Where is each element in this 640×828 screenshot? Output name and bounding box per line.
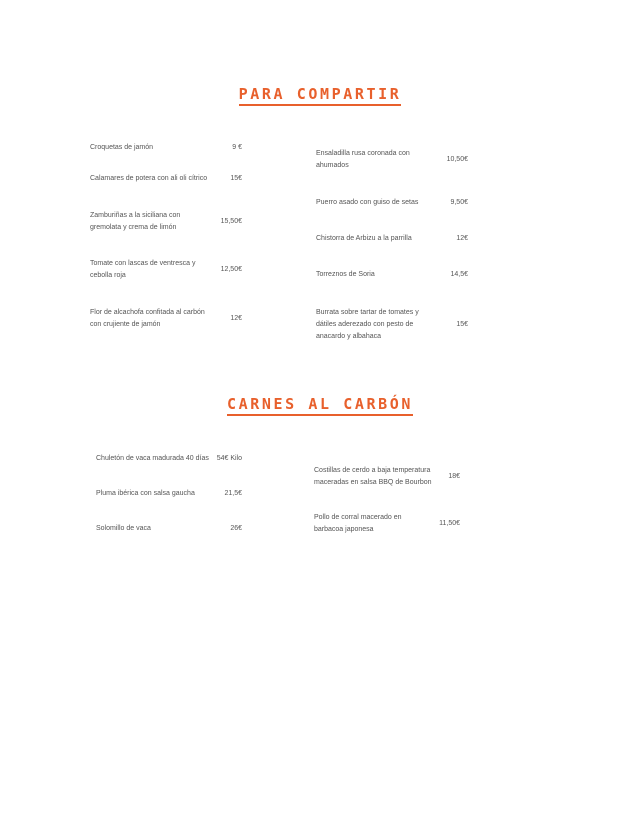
section-title-text: PARA COMPARTIR (239, 85, 402, 106)
item-name: Pluma ibérica con salsa gaucha (96, 490, 195, 497)
item-name: Puerro asado con guiso de setas (316, 199, 419, 206)
item-price: 9,50€ (450, 199, 468, 206)
item-price: 12,50€ (220, 266, 242, 273)
item-name: Flor de alcachofa confitada al carbón con crujiente de jamón (90, 309, 205, 328)
section-title-text: CARNES AL CARBÓN (227, 395, 413, 416)
item-name: Solomillo de vaca (96, 525, 151, 532)
item-price: 18€ (448, 473, 460, 480)
item-price: 12€ (456, 235, 468, 242)
item-name: Chistorra de Arbizu a la parrilla (316, 235, 412, 242)
item-name: Pollo de corral macerado en barbacoa japonesa (314, 514, 402, 533)
item-price: 10,50€ (446, 156, 468, 163)
item-name: Torreznos de Soria (316, 271, 375, 278)
item-name: Burrata sobre tartar de tomates y dátiles aderezado con pesto de anacardo y albahaca (316, 309, 419, 340)
item-price: 11,50€ (439, 520, 460, 527)
section-title-para-compartir (0, 85, 640, 103)
section-title-carnes-al-carbon (0, 395, 640, 413)
item-price: 21,5€ (224, 490, 242, 497)
item-name: Ensaladilla rusa coronada con ahumados (316, 150, 410, 169)
item-price: 14,5€ (450, 271, 468, 278)
item-name: Calamares de potera con ali oli cítrico (90, 175, 208, 182)
item-name: Costillas de cerdo a baja temperatura maceradas en salsa BBQ de Bourbon (314, 467, 432, 486)
item-price: 12€ (230, 315, 242, 322)
item-price: 54€ Kilo (216, 455, 242, 462)
item-price: 26€ (230, 525, 242, 532)
item-price: 15€ (230, 175, 242, 182)
item-price: 15€ (456, 321, 468, 328)
item-price: 9 € (232, 144, 242, 151)
item-name: Croquetas de jamón (90, 144, 154, 151)
item-name: Chuletón de vaca madurada 40 días (96, 455, 209, 462)
item-name: Tomate con lascas de ventresca y cebolla roja (90, 260, 196, 279)
item-price: 15,50€ (220, 218, 242, 225)
item-name: Zamburiñas a la siciliana con gremolata y crema de limón (90, 212, 181, 231)
